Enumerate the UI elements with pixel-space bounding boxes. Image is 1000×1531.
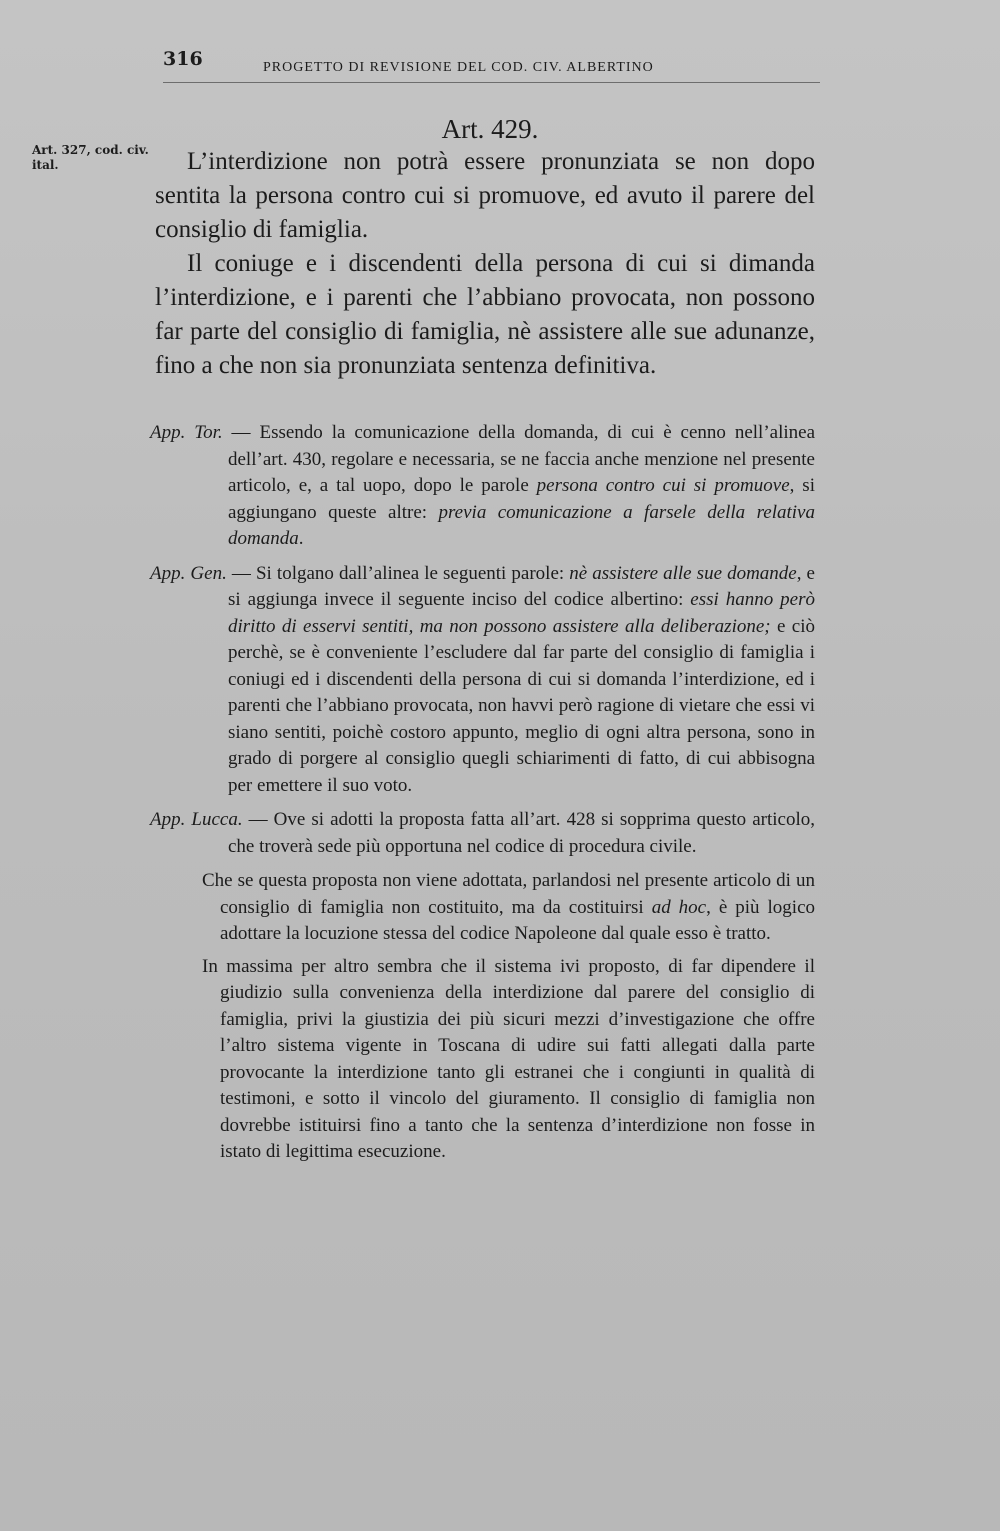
article-heading: Art. 429.: [441, 114, 539, 144]
note-app-lucca: [150, 807, 815, 860]
margin-reference-line-2: ital.: [32, 158, 59, 172]
page-header: [163, 48, 820, 83]
note-lucca-cont-1-italic: ad hoc: [651, 896, 707, 918]
note-label-lucca: App. Lucca.: [150, 809, 243, 830]
note-gen-italic-2: essi hanno però diritto di esservi sentiti, ma non possono assistere alla deliberazione;: [228, 589, 815, 637]
note-lucca-continuation-1: [150, 868, 815, 948]
note-lucca-text-1: — Ove si adotti la proposta fatta all’art. 428 si sopprima questo articolo, che troverà sede più opportuna nel codice di procedura civile.: [228, 809, 816, 857]
commentary-notes: [150, 420, 815, 1172]
article-paragraph-2: Il coniuge e i discendenti della persona di cui si dimanda l’interdizione, e i parenti che l’abbiano provocata, non possono far parte del consiglio di famiglia, nè assistere alle sue adunanze, fino a che non sia pronunziata sentenza definitiva.: [155, 250, 815, 379]
page-number: 316: [163, 48, 203, 70]
note-gen-text-3: e ciò perchè, se è conveniente l’escludere dal far parte del consiglio di famiglia i coniugi ed i discendenti della persona di cui si domanda l’interdizione, ed i parenti che l’abbiano provocata, non havvi però ragione di vietare che essi vi siano sentiti, poichè costoro appunto, meglio di ogni altra persona, sono in grado di porgere al consiglio quegli schiarimenti di fatto, di cui abbisogna per emettere il suo voto.: [228, 615, 815, 796]
margin-reference-line-1: Art. 327, cod. civ.: [32, 143, 149, 157]
note-label-tor: App. Tor.: [150, 422, 223, 443]
note-tor-italic-1: persona contro cui si promuove: [536, 475, 790, 496]
note-tor-italic-2: previa comunicazione a farsele della relativa domanda: [228, 501, 815, 549]
note-lucca-continuation-2: In massima per altro sembra che il sistema ivi proposto, di far dipendere il giudizio sulla convenienza della interdizione dal parere del consiglio di famiglia, privi la giustizia dei più sicuri mezzi d’investigazione che offre l’altro sistema vigente in Toscana di udire sui fatti allegati dalla parte provocante la interdizione tanto gli estranei che i congiunti in qualità di testimoni, e sotto il vincolo del giuramento. Il consiglio di famiglia non dovrebbe istituirsi fino a tanto che la sentenza d’interdizione non fosse in istato di legittima esecuzione.: [202, 955, 815, 1162]
note-tor-text-1: — Essendo la comunicazione della domanda, di cui è cenno nell’alinea dell’art. 430, regolare e necessaria, se ne faccia anche menzione nel presente articolo, e, a tal uopo, dopo le parole: [222, 422, 816, 496]
note-tor-text-3: .: [298, 528, 304, 549]
note-app-gen: [150, 561, 815, 800]
article-paragraph-1: L’interdizione non potrà essere pronunziata se non dopo sentita la persona contro cui si promuove, ed avuto il parere del consiglio di famiglia.: [155, 148, 815, 243]
article-text: [155, 145, 815, 383]
note-gen-italic-1: nè assistere alle sue domande: [569, 562, 797, 584]
note-label-gen: App. Gen.: [150, 562, 227, 584]
note-gen-text-1: — Si tolgano dall’alinea le seguenti parole:: [226, 562, 570, 584]
margin-reference: [32, 143, 152, 173]
note-lucca-cont-1-b: , è più logico adottare la locuzione stessa del codice Napoleone dal quale esso è tratto.: [220, 896, 816, 944]
note-gen-text-2: , e si aggiunga invece il seguente inciso del codice albertino:: [228, 562, 815, 610]
running-title: PROGETTO DI REVISIONE DEL COD. CIV. ALBERTINO: [263, 60, 654, 75]
note-lucca-cont-1-a: Che se questa proposta non viene adottata, parlandosi nel presente articolo di un consiglio di famiglia non costituito, ma da costituirsi: [202, 870, 815, 918]
note-tor-text-2: , si aggiungano queste altre:: [228, 475, 815, 523]
note-app-tor: [150, 420, 815, 553]
